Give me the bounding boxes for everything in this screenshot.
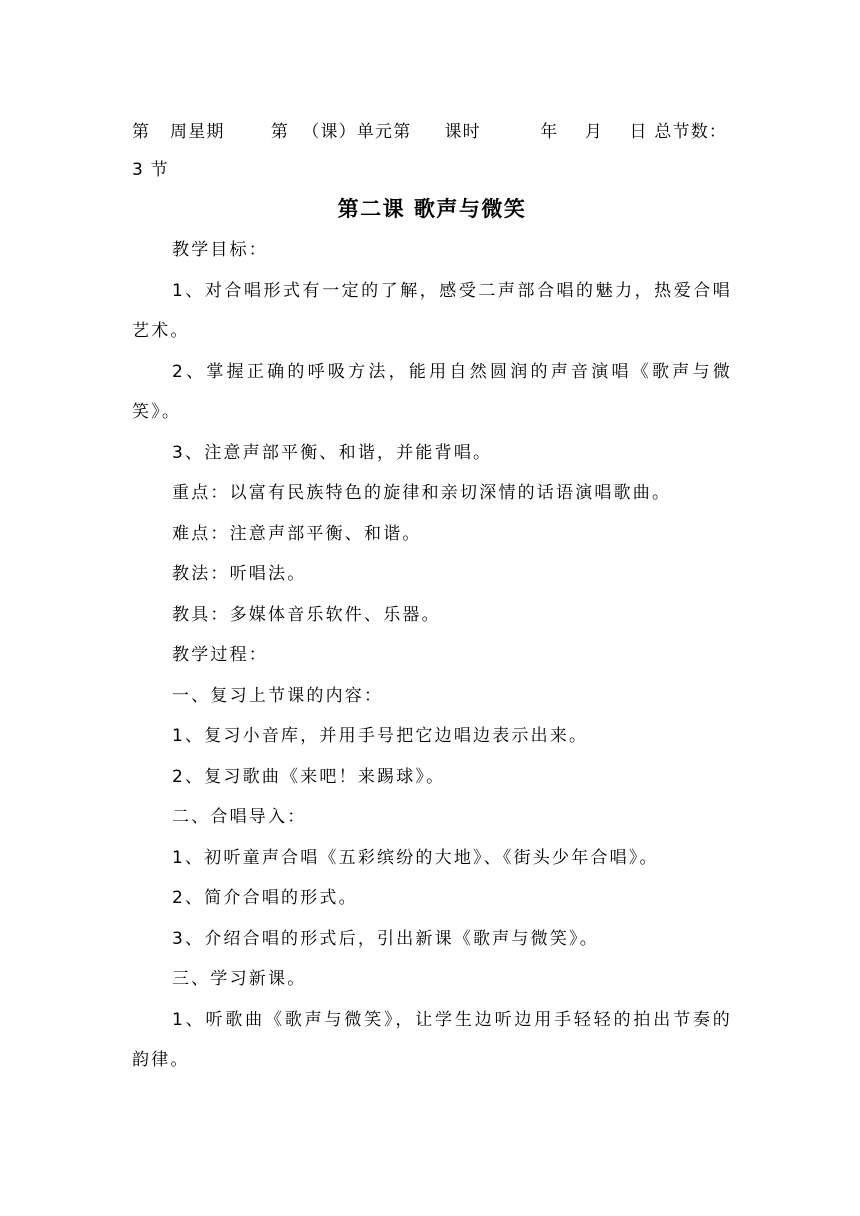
paragraph-objective-2: 2、掌握正确的呼吸方法，能用自然圆润的声音演唱《歌声与微笑》。: [132, 361, 732, 422]
paragraph-objective-3: 3、注意声部平衡、和谐，并能背唱。: [172, 442, 493, 463]
document-page: [132, 112, 732, 1081]
paragraph-method: 教法：听唱法。: [172, 564, 307, 584]
paragraph-objective-1: 1、对合唱形式有一定的了解，感受二声部合唱的魅力，热爱合唱艺术。: [132, 280, 732, 341]
paragraph-section-1: 一、复习上节课的内容：: [172, 685, 384, 706]
paragraph-difficulty: 难点：注意声部平衡、和谐。: [172, 523, 422, 544]
paragraph-section-3: 三、学习新课。: [172, 969, 307, 989]
paragraph-section-2-item-3: 3、介绍合唱的形式后，引出新课《歌声与微笑》。: [172, 928, 599, 949]
paragraph-objectives-heading: 教学目标：: [172, 240, 268, 260]
header-schedule-line: 第 周星期 第 （课）单元第 课时 年 月 日 总节数：: [132, 122, 728, 142]
paragraph-section-2-item-2: 2、简介合唱的形式。: [172, 888, 358, 908]
paragraph-section-1-item-2: 2、复习歌曲《来吧！来踢球》。: [172, 766, 446, 787]
lesson-title: 第二课 歌声与微笑: [337, 196, 527, 221]
paragraph-process-heading: 教学过程：: [172, 645, 268, 665]
paragraph-section-3-item-1: 1、听歌曲《歌声与微笑》，让学生边听边用手轻轻的拍出节奏的韵律。: [132, 1009, 732, 1070]
paragraph-tools: 教具：多媒体音乐软件、乐器。: [172, 604, 441, 625]
paragraph-section-2: 二、合唱导入：: [172, 807, 307, 827]
header-total-lessons: 3 节: [132, 160, 169, 180]
paragraph-section-2-item-1: 1、初听童声合唱《五彩缤纷的大地》、《街头少年合唱》。: [172, 847, 659, 868]
paragraph-key-point: 重点：以富有民族特色的旋律和亲切深情的话语演唱歌曲。: [172, 483, 672, 503]
paragraph-section-1-item-1: 1、复习小音库，并用手号把它边唱边表示出来。: [172, 726, 589, 746]
